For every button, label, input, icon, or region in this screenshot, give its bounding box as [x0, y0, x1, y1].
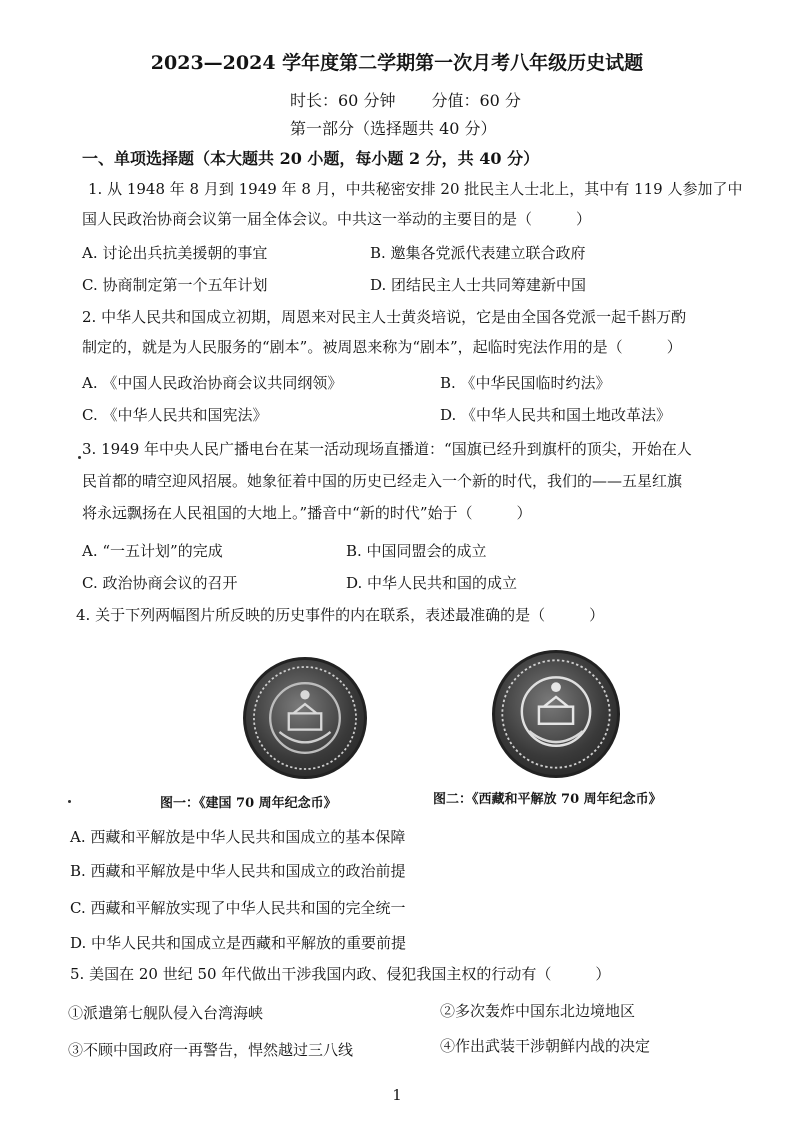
question-2-option-b: B. 《中华民国临时约法》	[440, 374, 611, 392]
section-heading: 一、单项选择题（本大题共 20 小题，每小题 2 分，共 40 分）	[82, 149, 540, 168]
question-4-option-b: B. 西藏和平解放是中华人民共和国成立的政治前提	[70, 862, 406, 880]
answer-paren-close: ）	[666, 338, 682, 356]
score-label: 分值：60 分	[431, 91, 521, 110]
question-2-option-d: D. 《中华人民共和国土地改革法》	[440, 406, 672, 424]
question-4-stem: 4. 关于下列两幅图片所反映的历史事件的内在联系，表述最准确的是（	[76, 606, 546, 624]
question-5-item-3: ③不顾中国政府一再警告，悍然越过三八线	[68, 1041, 354, 1059]
scan-speck	[78, 456, 81, 459]
question-4-option-a: A. 西藏和平解放是中华人民共和国成立的基本保障	[70, 828, 406, 846]
commemorative-coin-image-2	[492, 650, 620, 778]
national-emblem-icon	[246, 660, 364, 776]
question-5-stem: 5. 美国在 20 世纪 50 年代做出干涉我国内政、侵犯我国主权的行动有（	[70, 965, 552, 983]
question-1-option-b: B. 邀集各党派代表建立联合政府	[370, 244, 586, 262]
question-5-item-2: ②多次轰炸中国东北边境地区	[440, 1002, 636, 1020]
question-3-option-d: D. 中华人民共和国的成立	[346, 574, 518, 592]
national-emblem-icon	[495, 653, 617, 775]
question-1-stem: 国人民政治协商会议第一届全体会议。中共这一举动的主要目的是（	[82, 210, 533, 228]
answer-paren-close: ）	[516, 504, 532, 522]
answer-paren-close: ）	[589, 606, 605, 624]
question-3-line-2: 民首都的晴空迎风招展。她象征着中国的历史已经走入一个新的时代，我们的——五星红旗	[82, 472, 683, 490]
scan-speck	[68, 800, 71, 803]
question-1-option-a: A. 讨论出兵抗美援朝的事宜	[82, 244, 268, 262]
question-1-line-2	[82, 208, 591, 229]
question-3-option-a: A. “一五计划”的完成	[82, 542, 223, 560]
question-2-option-c: C. 《中华人民共和国宪法》	[82, 406, 268, 424]
coin-caption-1: 图一：《建国 70 周年纪念币》	[160, 796, 337, 811]
question-1-option-d: D. 团结民主人士共同筹建新中国	[370, 276, 587, 294]
page-number: 1	[392, 1086, 402, 1104]
question-2-line-2	[82, 336, 682, 357]
question-3-option-c: C. 政治协商会议的召开	[82, 574, 238, 592]
question-1-line-1: 1. 从 1948 年 8 月到 1949 年 8 月，中共秘密安排 20 批民主人士北上，其中有 119 人参加了中	[88, 180, 743, 198]
question-3-option-b: B. 中国同盟会的成立	[346, 542, 487, 560]
question-1-option-c: C. 协商制定第一个五年计划	[82, 276, 268, 294]
exam-title: 2023—2024 学年度第二学期第一次月考八年级历史试题	[150, 52, 644, 74]
question-4-line-1	[76, 604, 604, 625]
answer-paren-close: ）	[576, 210, 592, 228]
answer-paren-close: ）	[595, 965, 611, 983]
part-heading: 第一部分（选择题共 40 分）	[290, 119, 497, 138]
coin-caption-2: 图二：《西藏和平解放 70 周年纪念币》	[433, 792, 662, 807]
question-4-option-d: D. 中华人民共和国成立是西藏和平解放的重要前提	[70, 934, 407, 952]
question-2-line-1: 2. 中华人民共和国成立初期，周恩来对民主人士黄炎培说，它是由全国各党派一起千斟万酌	[82, 308, 687, 326]
question-4-option-c: C. 西藏和平解放实现了中华人民共和国的完全统一	[70, 899, 406, 917]
question-3-line-3	[82, 502, 532, 523]
question-5-item-1: ①派遣第七舰队侵入台湾海峡	[68, 1004, 264, 1022]
question-5-item-4: ④作出武装干涉朝鲜内战的决定	[440, 1037, 651, 1055]
question-3-stem: 将永远飘扬在人民祖国的大地上。”播音中“新的时代”始于（	[82, 504, 473, 522]
commemorative-coin-image-1	[243, 657, 367, 779]
question-3-line-1: 3. 1949 年中央人民广播电台在某一活动现场直播道：“国旗已经升到旗杆的顶尖，开始在人	[82, 440, 692, 458]
duration-label: 时长：60 分钟	[290, 91, 396, 110]
question-2-stem: 制定的，就是为人民服务的“剧本”。被周恩来称为“剧本”，起临时宪法作用的是（	[82, 338, 623, 356]
exam-meta	[290, 88, 521, 111]
question-2-option-a: A. 《中国人民政治协商会议共同纲领》	[82, 374, 343, 392]
question-5-line-1	[70, 963, 610, 984]
